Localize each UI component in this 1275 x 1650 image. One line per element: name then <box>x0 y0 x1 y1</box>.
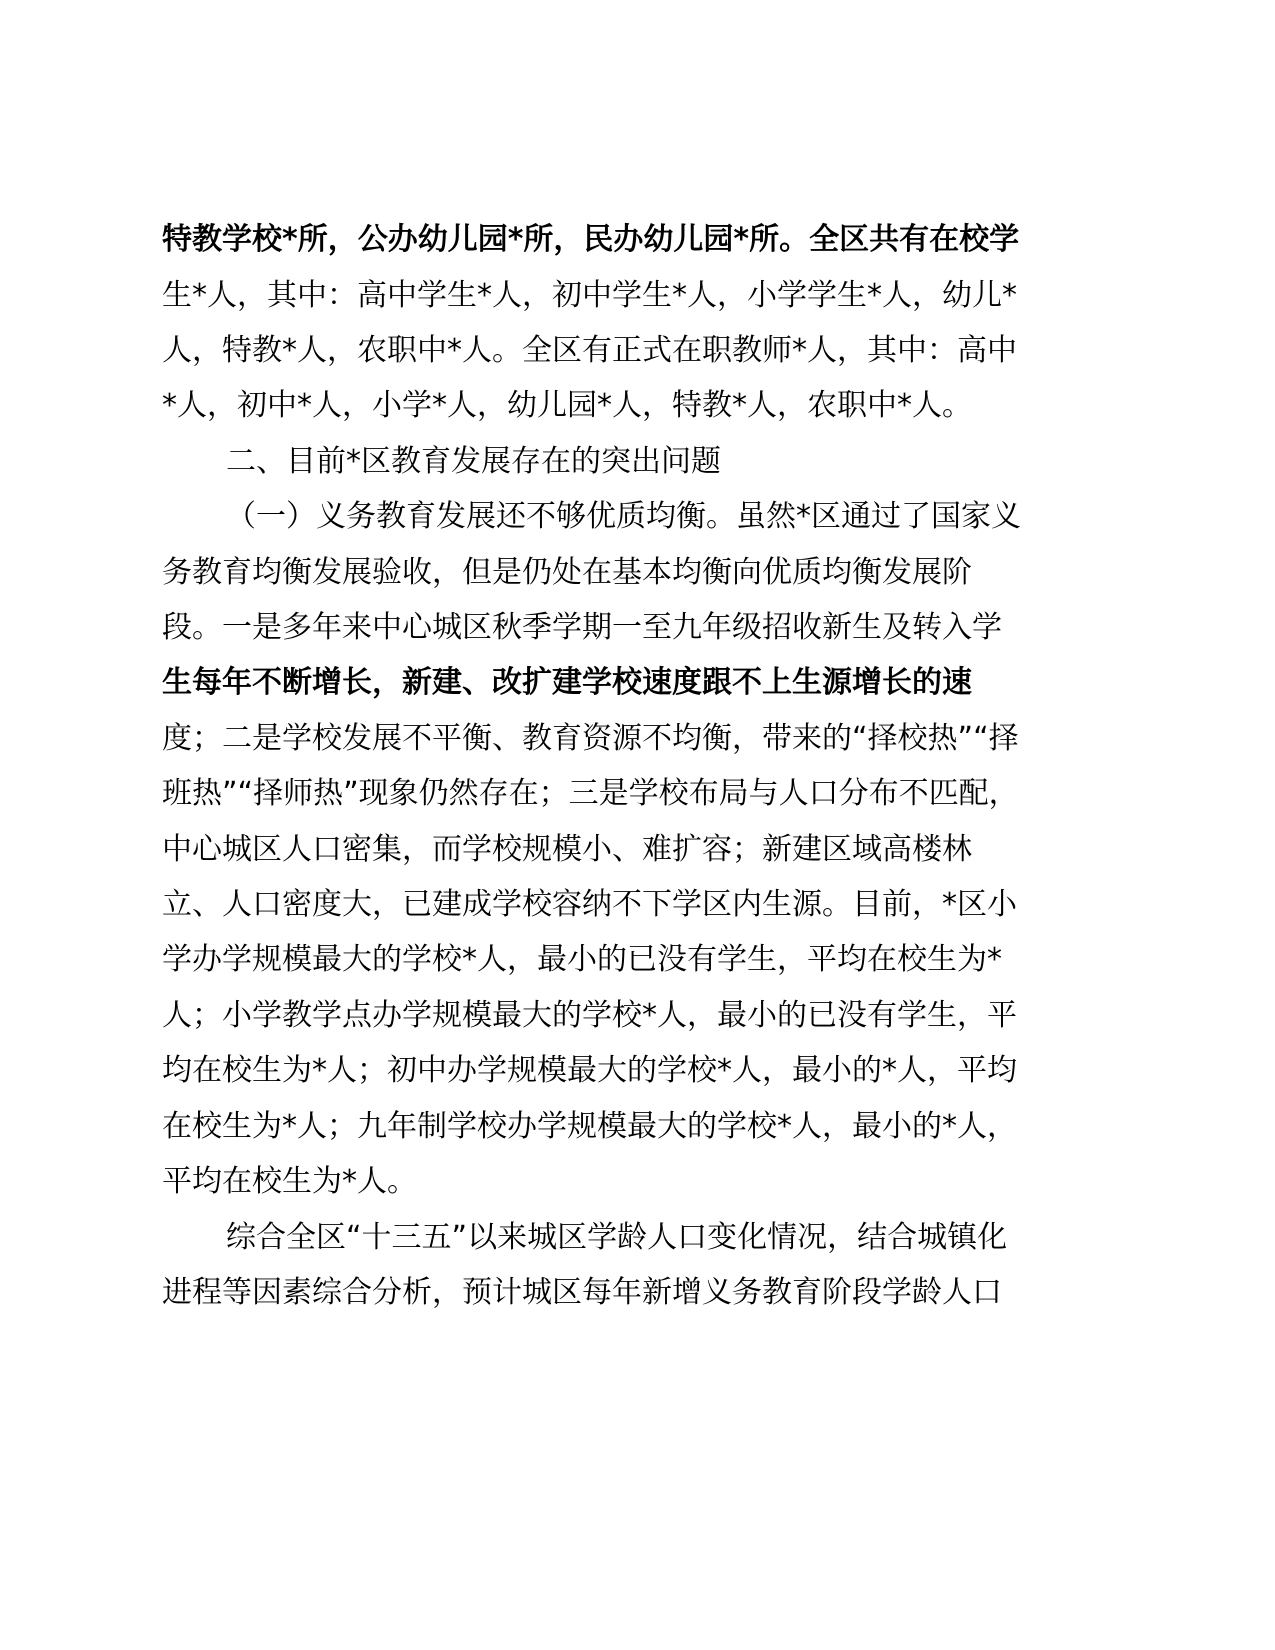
text-line: 生每年不断增长，新建、改扩建学校速度跟不上生源增长的速 <box>162 665 972 700</box>
text-line: 特教学校*所，公办幼儿园*所，民办幼儿园*所。全区共有在校学 <box>162 222 1020 257</box>
text-line: 人，特教*人，农职中*人。全区有正式在职教师*人，其中：高中 <box>162 333 1017 368</box>
text-line: 学办学规模最大的学校*人，最小的已没有学生，平均在校生为* <box>162 942 1002 977</box>
text-line: 均在校生为*人；初中办学规模最大的学校*人，最小的*人，平均 <box>162 1053 1017 1088</box>
text-line: 班热”“择师热”现象仍然存在；三是学校布局与人口分布不匹配， <box>162 776 1019 811</box>
section-heading: 二、目前*区教育发展存在的突出问题 <box>226 444 721 479</box>
text-line: *人，初中*人，小学*人，幼儿园*人，特教*人，农职中*人。 <box>162 388 972 423</box>
text-line: 立、人口密度大，已建成学校容纳不下学区内生源。目前，*区小 <box>162 887 1017 922</box>
text-line: 度；二是学校发展不平衡、教育资源不均衡，带来的“择校热”“择 <box>162 721 1019 756</box>
paragraph-start: 综合全区“十三五”以来城区学龄人口变化情况，结合城镇化 <box>226 1220 1008 1255</box>
text-line: 中心城区人口密集，而学校规模小、难扩容；新建区域高楼林 <box>162 832 972 867</box>
text-line: 在校生为*人；九年制学校办学规模最大的学校*人，最小的*人， <box>162 1109 1017 1144</box>
text-line: 务教育均衡发展验收，但是仍处在基本均衡向优质均衡发展阶 <box>162 555 972 590</box>
text-line: 平均在校生为*人。 <box>162 1164 417 1199</box>
text-line: 生*人，其中：高中学生*人，初中学生*人，小学学生*人，幼儿* <box>162 278 1017 313</box>
text-line: 段。一是多年来中心城区秋季学期一至九年级招收新生及转入学 <box>162 610 1002 645</box>
subsection-heading: （一）义务教育发展还不够优质均衡。虽然*区通过了国家义 <box>226 499 1021 534</box>
text-line: 人；小学教学点办学规模最大的学校*人，最小的已没有学生，平 <box>162 998 1017 1033</box>
text-line: 进程等因素综合分析，预计城区每年新增义务教育阶段学龄人口 <box>162 1275 1002 1310</box>
